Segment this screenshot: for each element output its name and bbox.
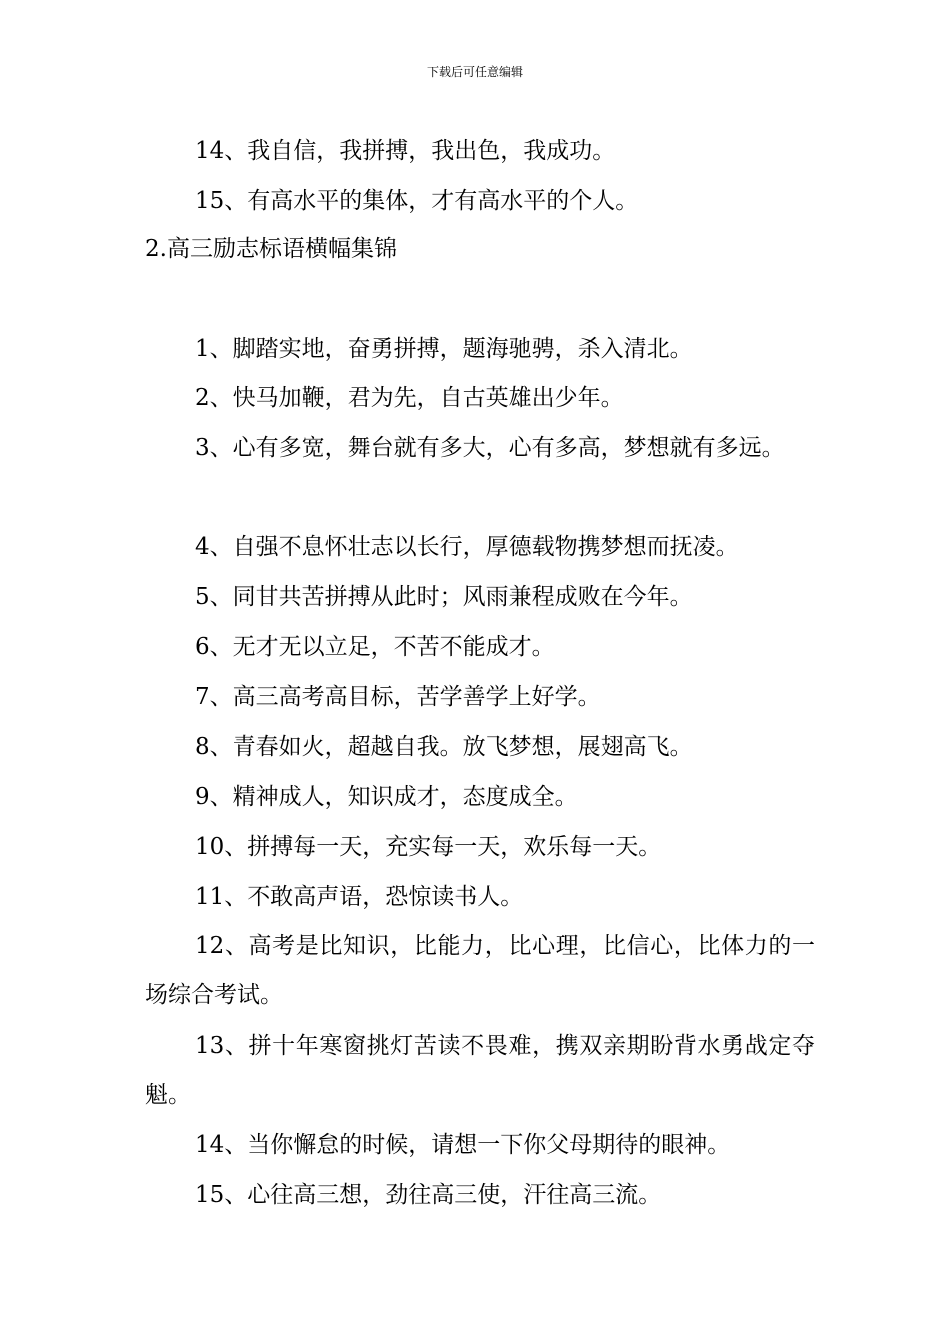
list-item: 10、拼搏每一天，充实每一天，欢乐每一天。 bbox=[195, 834, 662, 860]
list-item: 8、青春如火，超越自我。放飞梦想，展翅高飞。 bbox=[195, 734, 693, 760]
list-item: 7、高三高考高目标，苦学善学上好学。 bbox=[195, 684, 601, 710]
list-item: 2、快马加鞭，君为先，自古英雄出少年。 bbox=[195, 385, 624, 411]
list-item: 9、精神成人，知识成才，态度成全。 bbox=[195, 784, 578, 810]
list-item: 1、脚踏实地，奋勇拼搏，题海驰骋，杀入清北。 bbox=[195, 336, 693, 362]
list-item: 12、高考是比知识，比能力，比心理，比信心，比体力的一场综合考试。 bbox=[145, 933, 815, 1008]
list-item: 3、心有多宽，舞台就有多大，心有多高，梦想就有多远。 bbox=[195, 435, 785, 461]
list-item: 11、不敢高声语，恐惊读书人。 bbox=[195, 884, 524, 910]
section-title: 2.高三励志标语横幅集锦 bbox=[145, 236, 397, 262]
list-item: 13、拼十年寒窗挑灯苦读不畏难，携双亲期盼背水勇战定夺魁。 bbox=[145, 1033, 815, 1108]
list-item: 14、当你懈怠的时候，请想一下你父母期待的眼神。 bbox=[195, 1132, 731, 1158]
page-header: 下载后可任意编辑 bbox=[426, 65, 523, 79]
list-item: 15、有高水平的集体，才有高水平的个人。 bbox=[195, 188, 639, 214]
list-item: 14、我自信，我拼搏，我出色，我成功。 bbox=[195, 138, 616, 164]
list-item: 15、心往高三想，劲往高三使，汗往高三流。 bbox=[195, 1182, 662, 1208]
list-item: 5、同甘共苦拼搏从此时；风雨兼程成败在今年。 bbox=[195, 584, 693, 610]
list-item: 4、自强不息怀壮志以长行，厚德载物携梦想而抚凌。 bbox=[195, 534, 739, 560]
list-item: 6、无才无以立足，不苦不能成才。 bbox=[195, 634, 555, 660]
